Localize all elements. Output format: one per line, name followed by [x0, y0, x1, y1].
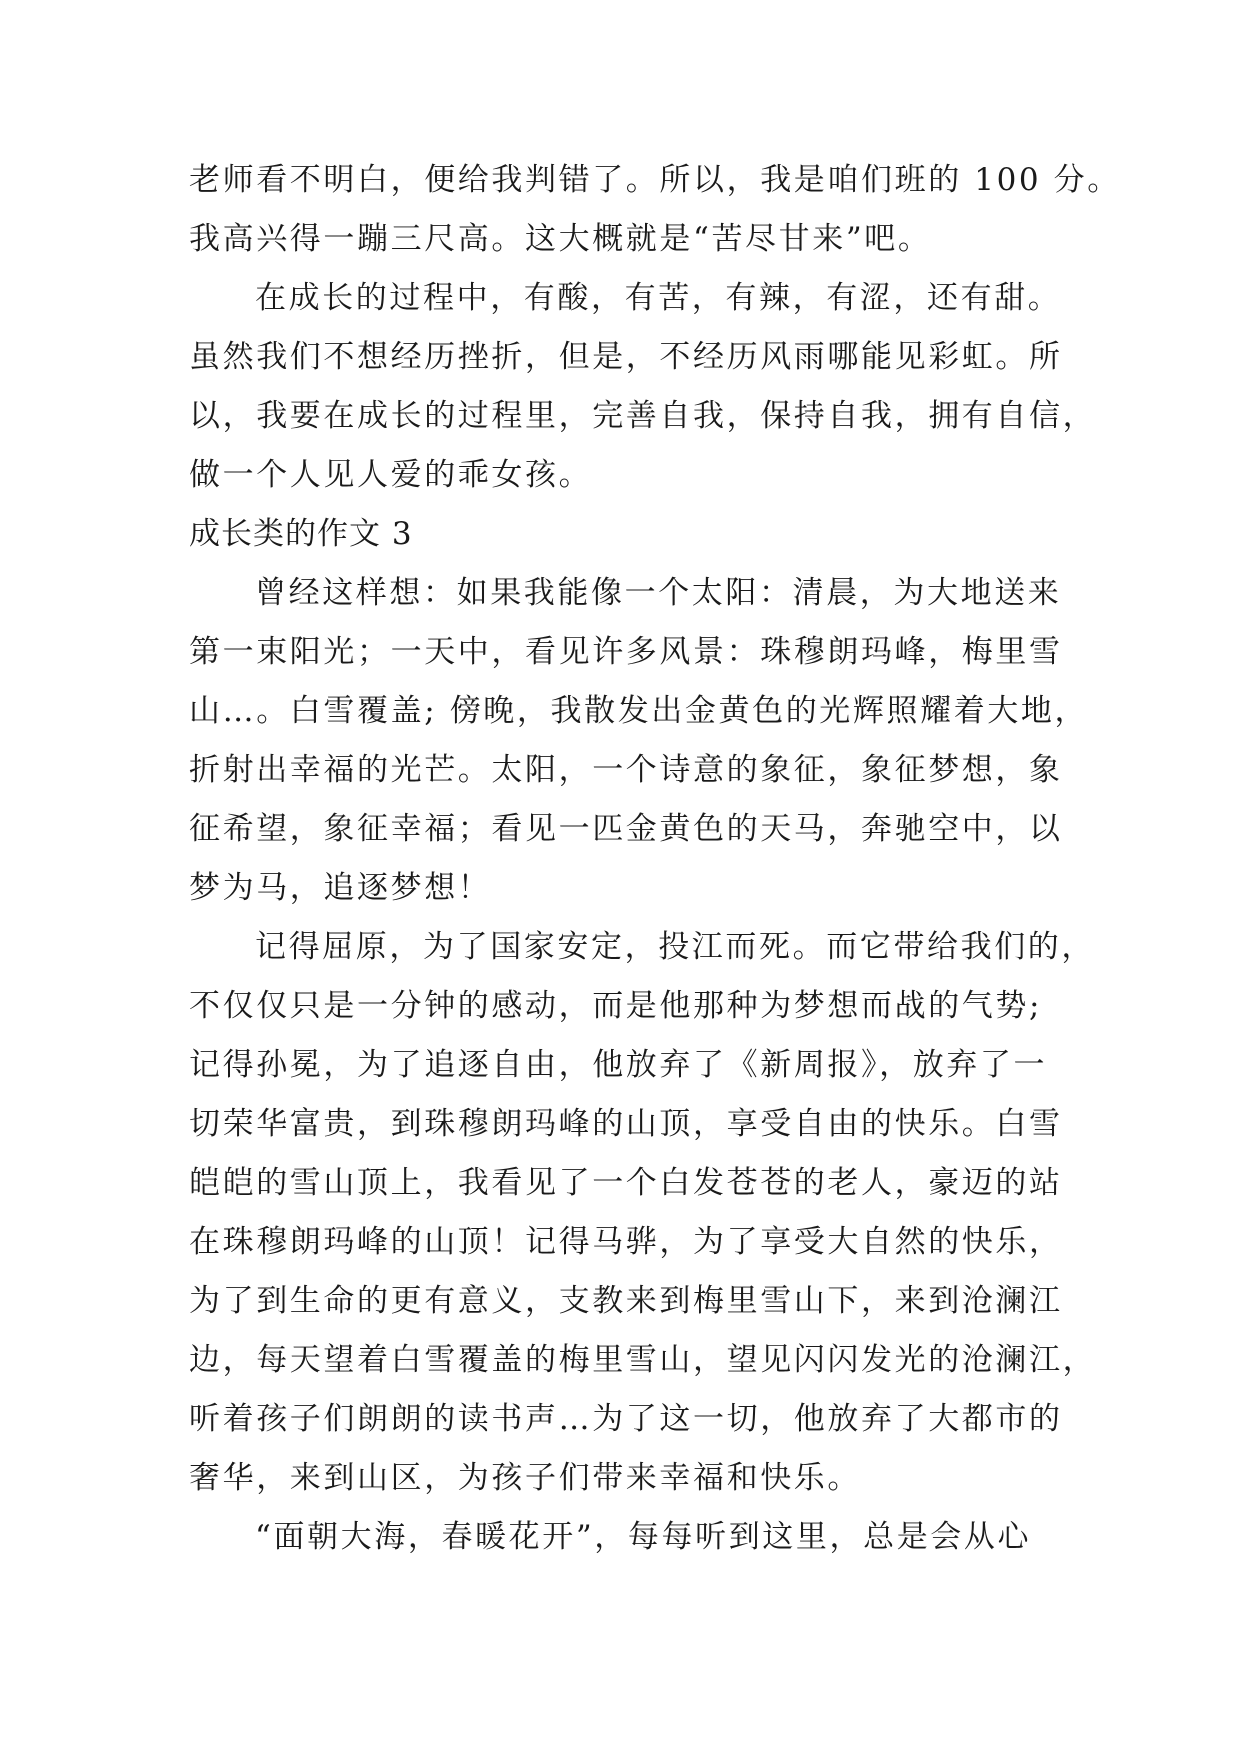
text-line: 边，每天望着白雪覆盖的梅里雪山，望见闪闪发光的沧澜江，	[189, 1342, 1097, 1378]
text-line: 虽然我们不想经历挫折，但是，不经历风雨哪能见彩虹。所	[189, 339, 1063, 375]
text-line: 梦为马，追逐梦想！	[189, 870, 492, 906]
text-line: 我高兴得一蹦三尺高。这大概就是“苦尽甘来”吧。	[189, 221, 932, 257]
text-line: 在珠穆朗玛峰的山顶！记得马骅，为了享受大自然的快乐，	[189, 1224, 1063, 1260]
text-line: 第一束阳光；一天中，看见许多风景：珠穆朗玛峰，梅里雪	[189, 634, 1063, 670]
text-line: 为了到生命的更有意义，支教来到梅里雪山下，来到沧澜江	[189, 1283, 1063, 1319]
section-heading: 成长类的作文 3	[189, 516, 413, 552]
text-line: 折射出幸福的光芒。太阳，一个诗意的象征，象征梦想，象	[189, 752, 1063, 788]
text-line: 听着孩子们朗朗的读书声…为了这一切，他放弃了大都市的	[189, 1401, 1063, 1437]
text-line: 不仅仅只是一分钟的感动，而是他那种为梦想而战的气势;	[189, 988, 1043, 1024]
text-line: “面朝大海，春暖花开”，每每听到这里，总是会从心	[255, 1519, 1032, 1555]
text-line: 记得孙冕，为了追逐自由，他放弃了《新周报》，放弃了一	[189, 1047, 1048, 1083]
text-line: 皑皑的雪山顶上，我看见了一个白发苍苍的老人，豪迈的站	[189, 1165, 1063, 1201]
text-line: 做一个人见人爱的乖女孩。	[189, 457, 593, 493]
text-line: 以，我要在成长的过程里，完善自我，保持自我，拥有自信，	[189, 398, 1097, 434]
text-line: 山…。白雪覆盖; 傍晚，我散发出金黄色的光辉照耀着大地，	[189, 693, 1089, 729]
text-line: 征希望，象征幸福；看见一匹金黄色的天马，奔驰空中，以	[189, 811, 1063, 847]
text-line: 奢华，来到山区，为孩子们带来幸福和快乐。	[189, 1460, 861, 1496]
text-line: 曾经这样想：如果我能像一个太阳：清晨，为大地送来	[255, 575, 1062, 611]
text-line: 记得屈原，为了国家安定，投江而死。而它带给我们的，	[255, 929, 1095, 965]
text-line: 在成长的过程中，有酸，有苦，有辣，有涩，还有甜。	[255, 280, 1062, 316]
text-line: 切荣华富贵，到珠穆朗玛峰的山顶，享受自由的快乐。白雪	[189, 1106, 1063, 1142]
text-line: 老师看不明白，便给我判错了。所以，我是咱们班的 100 分。	[189, 162, 1121, 198]
